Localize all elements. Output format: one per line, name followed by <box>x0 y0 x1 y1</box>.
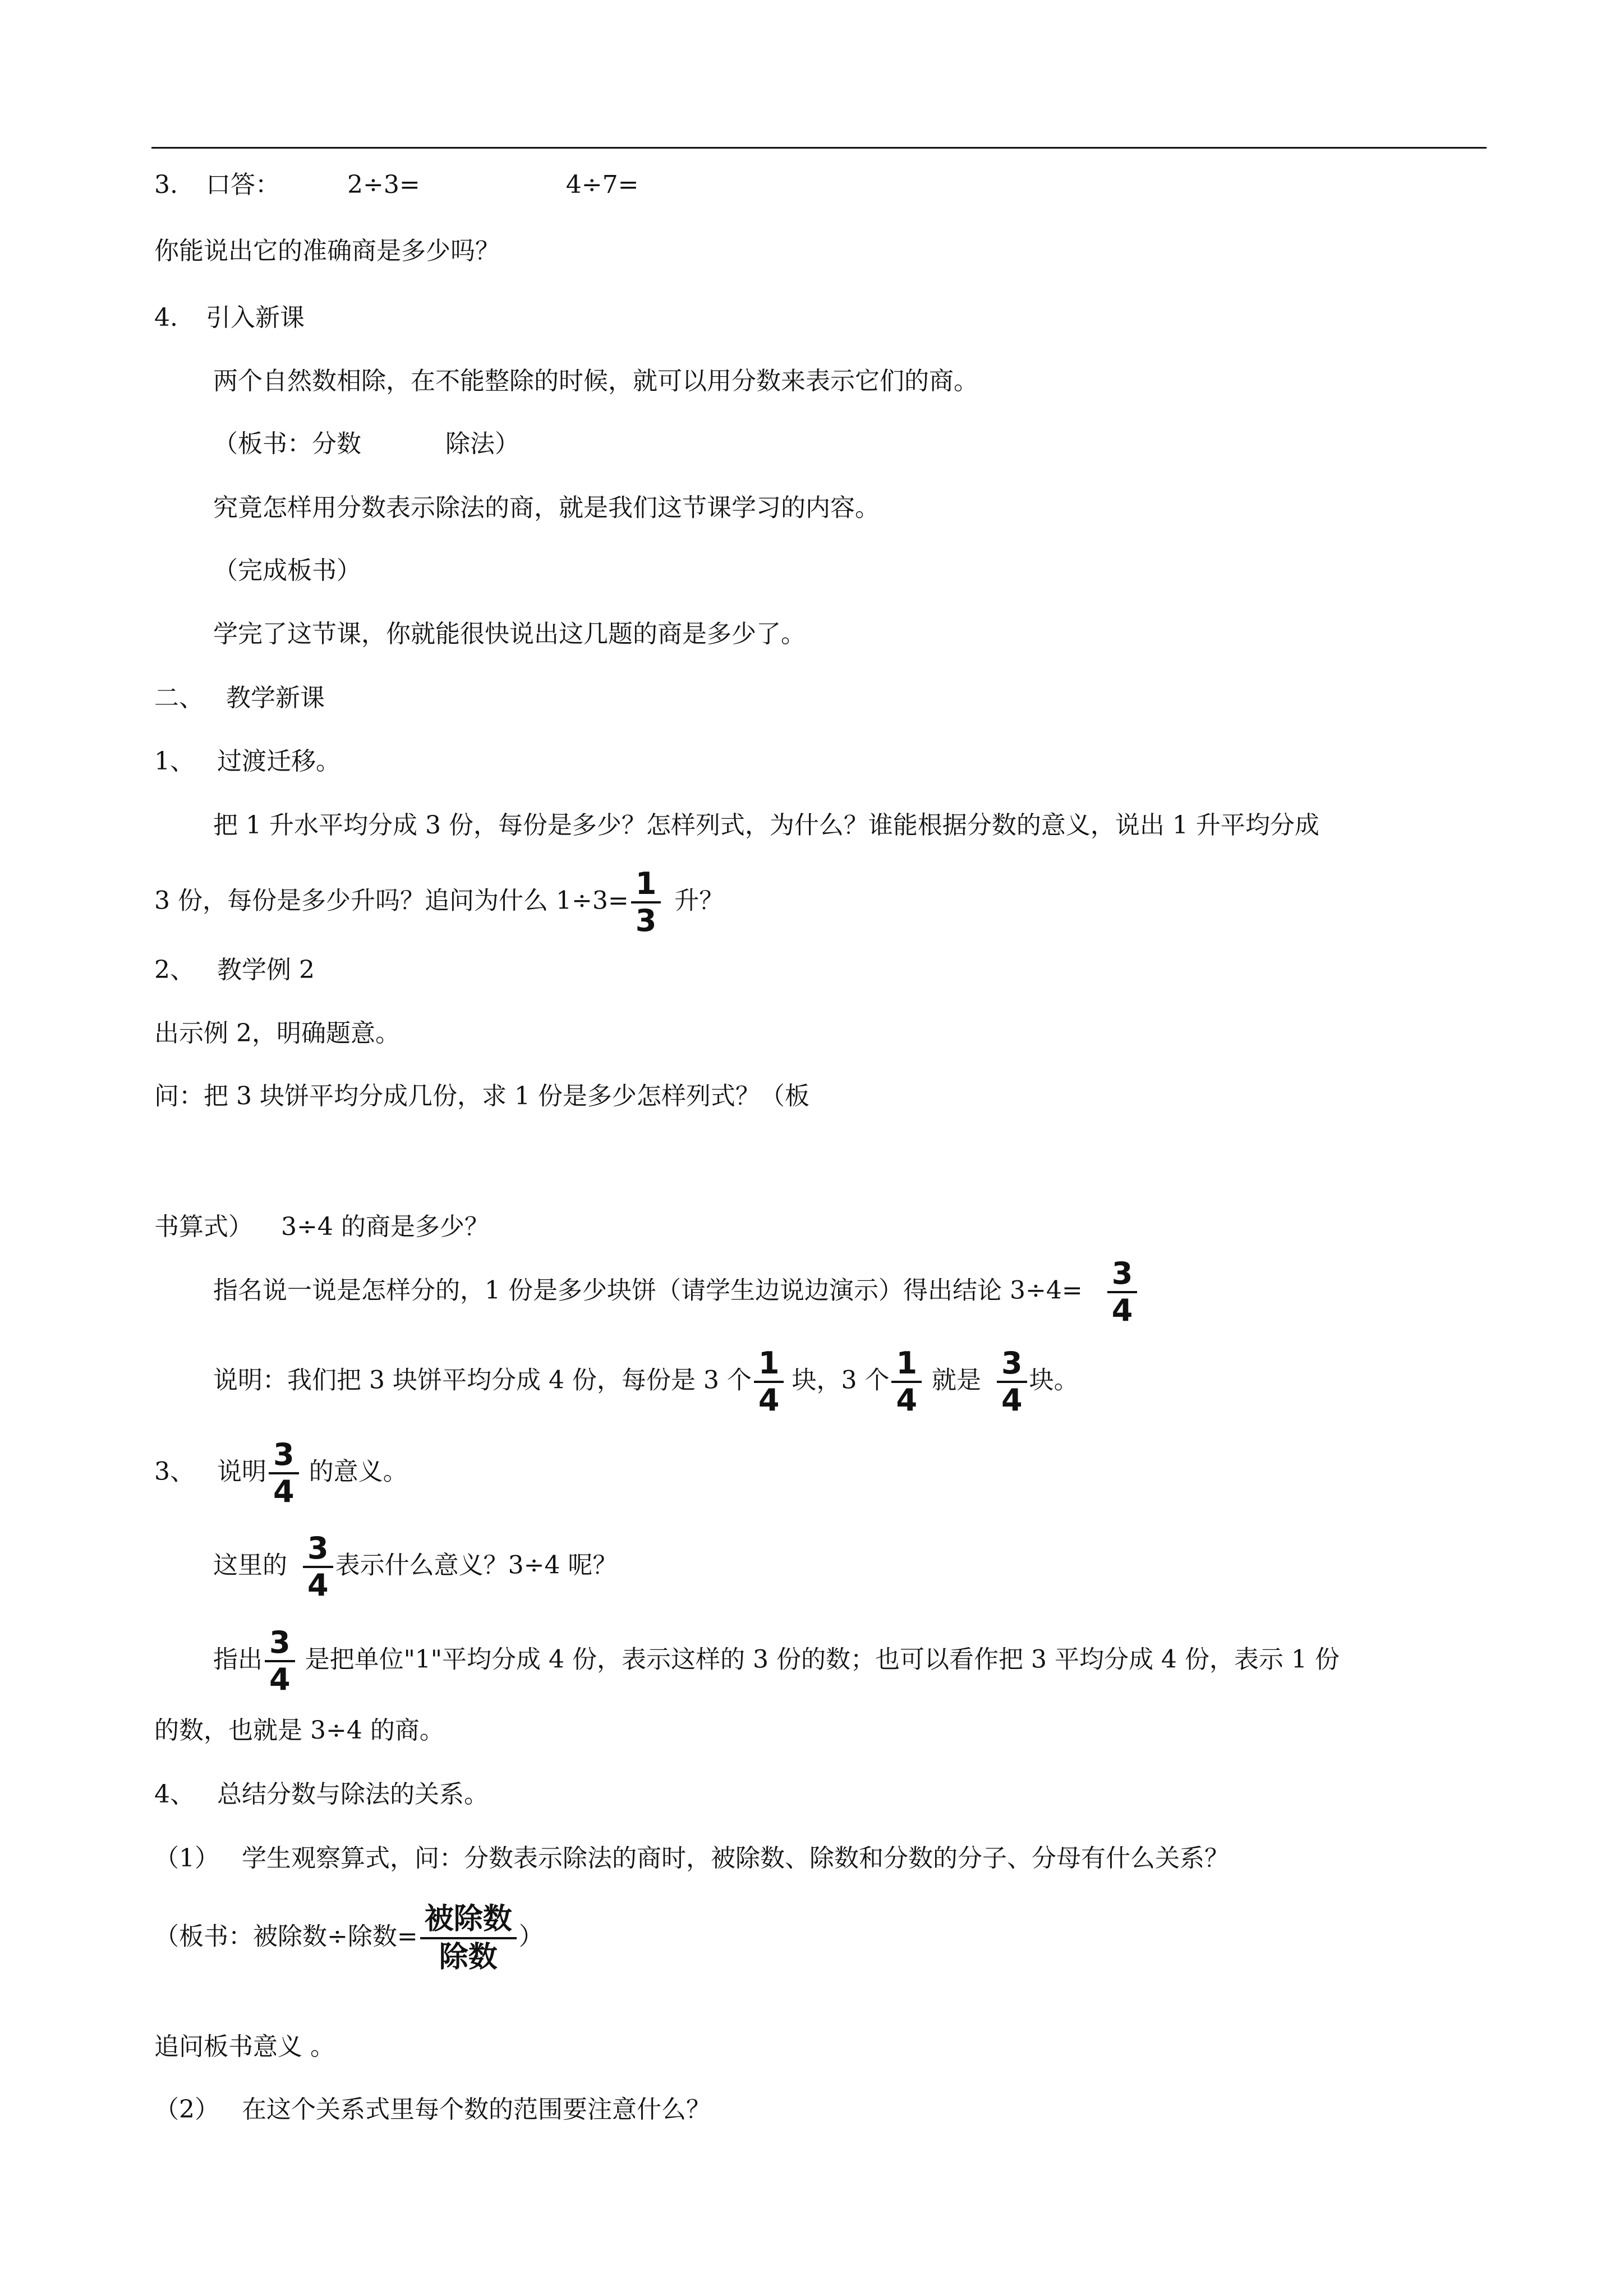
paragraph-line: 的数，也就是 3÷4 的商。 <box>154 1716 444 1745</box>
sub-item-1: （1） 学生观察算式，问：分数表示除法的商时，被除数、除数和分数的分子、分母有什么关系？ <box>154 1844 1229 1873</box>
fraction: $\frac{3}{4}$ <box>265 1625 295 1697</box>
sub-item-2: （2） 在这个关系式里每个数的范围要注意什么？ <box>154 2095 711 2124</box>
fraction: $\frac{1}{4}$ <box>754 1346 784 1418</box>
item-3-line: 3. 口答： 2÷3= 4÷7= <box>154 170 639 199</box>
fraction: $\frac{3}{4}$ <box>269 1437 299 1509</box>
paragraph-line-with-fraction: 3 份，每份是多少升吗？追问为什么 1÷3= $\frac{1}{3}$ 升？ <box>154 866 724 938</box>
board-formula: （板书：被除数÷除数= $\frac{\text{被除数}}{\text{除数}}$ ） <box>154 1902 544 1974</box>
fraction: $\frac{1}{3}$ <box>631 866 661 938</box>
fraction: $\frac{3}{4}$ <box>303 1531 333 1603</box>
fraction: $\frac{\text{被除数}}{\text{除数}}$ <box>420 1901 517 1975</box>
item-1-heading: 1、 过渡迁移。 <box>154 747 341 776</box>
section-heading: 二、 教学新课 <box>154 684 325 712</box>
paragraph-line: 学完了这节课，你就能很快说出这几题的商是多少了。 <box>213 620 806 648</box>
paragraph-line: 究竟怎样用分数表示除法的商，就是我们这节课学习的内容。 <box>213 494 880 522</box>
paragraph-line: 书算式） 3÷4 的商是多少？ <box>154 1212 489 1241</box>
header-rule <box>151 147 1487 149</box>
item-3-heading: 3、 说明 $\frac{3}{4}$ 的意义。 <box>154 1437 408 1509</box>
fraction: $\frac{1}{4}$ <box>891 1346 922 1418</box>
item-2-heading: 2、 教学例 2 <box>154 956 315 984</box>
board-note: （完成板书） <box>213 556 361 585</box>
fraction: $\frac{3}{4}$ <box>1107 1256 1138 1328</box>
paragraph-line-with-fraction: 指出 $\frac{3}{4}$ 是把单位"1"平均分成 4 份，表示这样的 3 份的数；也可以看作把 3 平均分成 4 份，表示 1 份 <box>213 1625 1340 1697</box>
paragraph-line: 问：把 3 块饼平均分成几份，求 1 份是多少怎样列式？（板 <box>154 1082 809 1110</box>
question-line: 你能说出它的准确商是多少吗？ <box>154 237 500 265</box>
paragraph-line: 追问板书意义 。 <box>154 2032 335 2061</box>
paragraph-line-with-fraction: 指名说一说是怎样分的，1 份是多少块饼（请学生边说边演示）得出结论 3÷4= $\frac{3}{4}$ <box>213 1256 1139 1328</box>
paragraph-line-with-fraction: 这里的 $\frac{3}{4}$ 表示什么意义？3÷4 呢？ <box>213 1530 618 1603</box>
paragraph-line: 两个自然数相除，在不能整除的时候，就可以用分数来表示它们的商。 <box>213 367 978 395</box>
paragraph-line: 把 1 升水平均分成 3 份，每份是多少？怎样列式，为什么？谁能根据分数的意义，说出 1 升平均分成 <box>213 811 1319 840</box>
fraction: $\frac{3}{4}$ <box>997 1346 1027 1418</box>
paragraph-line-with-fraction: 说明：我们把 3 块饼平均分成 4 份，每份是 3 个 $\frac{1}{4}$ 块，3 个 $\frac{1}{4}$ 就是 $\frac{3}{4}$ 块。 <box>213 1345 1079 1418</box>
board-note: （板书：分数 除法） <box>213 430 519 458</box>
item-4-heading: 4、 总结分数与除法的关系。 <box>154 1780 489 1809</box>
item-4-heading: 4. 引入新课 <box>154 303 305 332</box>
paragraph-line: 出示例 2，明确题意。 <box>154 1019 400 1048</box>
